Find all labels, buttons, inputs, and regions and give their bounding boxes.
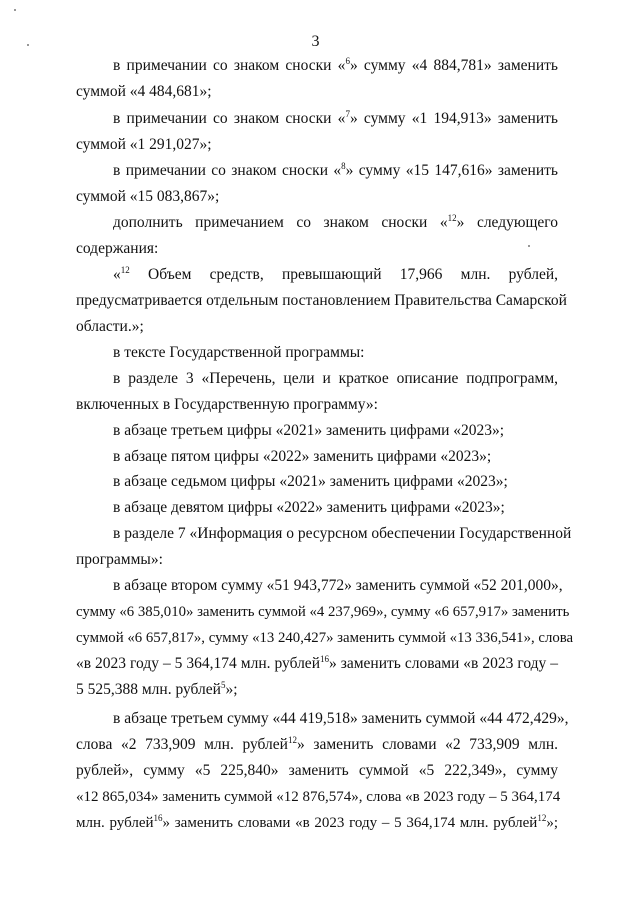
text-line — [76, 603, 570, 621]
scan-speck — [14, 9, 16, 11]
text-segment: «12 865,034» заменить суммой «12 876,574», слова «в 2023 году – 5 364,174 — [76, 789, 561, 805]
text-segment: программы»: — [76, 551, 163, 568]
text-line — [76, 318, 558, 336]
text-line — [113, 422, 558, 440]
text-line — [76, 681, 558, 699]
footnote-ref: 12 — [120, 265, 130, 275]
text-segment: суммой «4 484,681»; — [76, 83, 212, 100]
text-line — [113, 214, 558, 232]
text-line — [113, 577, 563, 595]
text-line — [113, 57, 558, 75]
text-segment: дополнить примечанием со знаком сноски « — [113, 214, 448, 231]
text-line — [76, 629, 574, 647]
text-segment: в разделе 7 «Информация о ресурсном обеспечении Государственной — [113, 525, 572, 542]
text-line — [113, 710, 569, 728]
text-segment: в абзаце третьем сумму «44 419,518» заменить суммой «44 472,429», — [113, 710, 569, 727]
footnote-ref: 12 — [447, 213, 457, 223]
footnote-ref: 12 — [537, 813, 547, 823]
footnote-ref: 16 — [153, 813, 163, 823]
text-line — [76, 240, 558, 258]
text-segment: » заменить словами «в 2023 году – 5 364,174 млн. рублей — [162, 815, 538, 831]
text-line — [76, 736, 558, 754]
footnote-ref: 6 — [345, 56, 350, 66]
text-line — [76, 551, 558, 569]
scan-speck — [27, 44, 29, 46]
text-segment: « — [113, 266, 121, 283]
text-segment: Объем средств, превышающий 17,966 млн. рублей, — [129, 266, 558, 283]
text-line — [76, 83, 558, 101]
text-segment: содержания: — [76, 240, 159, 257]
text-segment: суммой «15 083,867»; — [76, 188, 220, 205]
text-segment: » сумму «15 147,616» заменить — [345, 162, 558, 179]
text-line — [76, 814, 558, 832]
text-line — [76, 762, 558, 780]
text-segment: в примечании со знаком сноски « — [113, 110, 346, 127]
text-segment: » сумму «1 194,913» заменить — [349, 110, 558, 127]
text-segment: рублей», сумму «5 225,840» заменить суммой «5 222,349», сумму — [76, 762, 558, 779]
text-segment: » следующего — [456, 214, 558, 231]
text-segment: сумму «6 385,010» заменить суммой «4 237,969», сумму «6 657,917» заменить — [76, 604, 570, 620]
text-line — [113, 448, 558, 466]
text-segment: в примечании со знаком сноски « — [113, 162, 342, 179]
text-line — [76, 292, 567, 310]
text-segment: » заменить словами «2 733,909 млн. — [296, 736, 558, 753]
text-segment: в абзаце пятом цифры «2022» заменить цифрами «2023»; — [113, 448, 492, 465]
text-line — [113, 162, 558, 180]
text-segment: слова «2 733,909 млн. рублей — [76, 736, 288, 753]
text-segment: » сумму «4 884,781» заменить — [349, 57, 558, 74]
text-segment: » заменить словами «в 2023 году – — [329, 655, 558, 672]
text-segment: «в 2023 году – 5 364,174 млн. рублей — [76, 655, 320, 672]
footnote-ref: 8 — [341, 161, 346, 171]
footnote-ref: 7 — [345, 109, 350, 119]
text-segment: в тексте Государственной программы: — [113, 344, 365, 361]
text-segment: в абзаце седьмом цифры «2021» заменить цифрами «2023»; — [113, 473, 508, 490]
text-line — [113, 370, 558, 388]
text-segment: включенных в Государственную программу»: — [76, 396, 378, 413]
text-line — [113, 473, 558, 491]
text-line — [113, 499, 558, 517]
text-line — [76, 396, 558, 414]
text-segment: области.»; — [76, 318, 144, 335]
text-segment: 5 525,388 млн. рублей — [76, 681, 221, 698]
text-line — [113, 525, 572, 543]
text-segment: »; — [546, 815, 558, 831]
text-segment: »; — [225, 681, 238, 698]
text-segment: предусматривается отдельным постановлением Правительства Самарской — [76, 292, 567, 309]
footnote-ref: 16 — [320, 654, 329, 664]
text-segment: млн. рублей — [76, 815, 154, 831]
text-line — [113, 344, 558, 362]
text-line — [76, 788, 561, 806]
text-line — [76, 188, 558, 206]
text-segment: суммой «1 291,027»; — [76, 136, 212, 153]
text-line — [76, 136, 558, 154]
text-segment: в абзаце третьем цифры «2021» заменить цифрами «2023»; — [113, 422, 505, 439]
scan-speck — [528, 245, 530, 247]
footnote-ref: 5 — [220, 680, 226, 690]
text-segment: в примечании со знаком сноски « — [113, 57, 346, 74]
footnote-ref: 12 — [287, 735, 297, 745]
text-line — [113, 110, 558, 128]
text-segment: в абзаце втором сумму «51 943,772» заменить суммой «52 201,000», — [113, 577, 563, 594]
text-segment: суммой «6 657,817», сумму «13 240,427» заменить суммой «13 336,541», слова — [76, 630, 574, 646]
page-number: 3 — [311, 33, 320, 50]
text-segment: в разделе 3 «Перечень, цели и краткое описание подпрограмм, — [113, 370, 558, 387]
text-line — [76, 655, 558, 673]
text-segment: в абзаце девятом цифры «2022» заменить цифрами «2023»; — [113, 499, 505, 516]
text-line — [113, 266, 558, 284]
